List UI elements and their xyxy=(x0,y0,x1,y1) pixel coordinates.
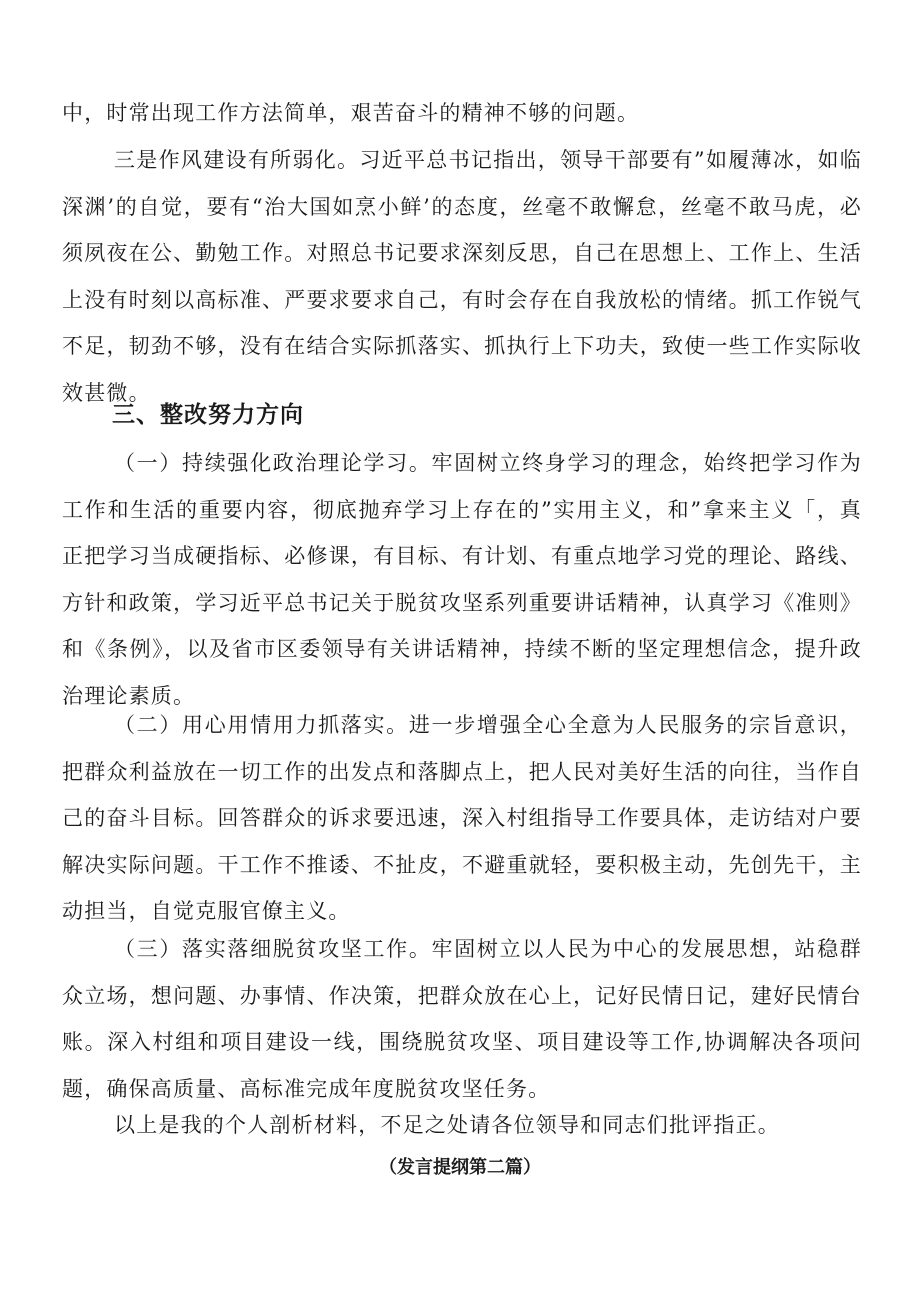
paragraph-closing: 以上是我的个人剖析材料，不足之处请各位领导和同志们批评指正。 xyxy=(114,1113,780,1137)
paragraph-style-weakening: 三是作风建设有所弱化。习近平总书记指出，领导干部要有”如履薄冰，如临深渊’的自觉，要有“治大国如烹小鲜’的态度，丝毫不敢懈怠，丝毫不敢马虎，必须夙夜在公、勤勉工作。对照总书记要求深刻反思，自己在思想上、工作上、生活上没有时刻以高标准、严要求要求自己，有时会存在自我放松的情绪。抓工作锐气不足，韧劲不够，没有在结合实际抓落实、抓执行上下功夫，致使一些工作实际收效甚微。 xyxy=(62,148,862,405)
section-heading-rectification: 三、整改努力方向 xyxy=(112,402,304,428)
paragraph-continuation: 中，时常出现工作方法简单，艰苦奋斗的精神不够的问题。 xyxy=(62,101,640,125)
paragraph-poverty-alleviation: （三）落实落细脱贫攻坚工作。牢固树立以人民为中心的发展思想，站稳群众立场，想问题、办事情、作决策，把群众放在心上，记好民情日记，建好民情台账。深入村组和项目建设一线，围绕脱贫攻坚、项目建设等工作,协调解决各项问题，确保高质量、高标准完成年度脱贫攻坚任务。 xyxy=(62,937,862,1101)
paragraph-implementation: （二）用心用情用力抓落实。进一步增强全心全意为人民服务的宗旨意识，把群众利益放在一切工作的出发点和落脚点上，把人民对美好生活的向往，当作自己的奋斗目标。回答群众的诉求要迅速，深入村组指导工作要具体，走访结对户要解决实际问题。干工作不推诿、不扯皮，不避重就轻，要积极主动，先创先干，主动担当，自觉克服官僚主义。 xyxy=(62,713,862,923)
paragraph-theory-study: （一）持续强化政治理论学习。牢固树立终身学习的理念，始终把学习作为工作和生活的重要内容，彻底抛弃学习上存在的”实用主义，和”拿来主义「，真正把学习当成硬指标、必修课，有目标、有计划、有重点地学习党的理论、路线、方针和政策，学习近平总书记关于脱贫攻坚系列重要讲话精神，认真学习《准则》和《条例》，以及省市区委领导有关讲话精神，持续不断的坚定理想信念，提升政治理论素质。 xyxy=(62,451,862,708)
subtitle-second-part: （发言提纲第二篇） xyxy=(379,1157,541,1178)
